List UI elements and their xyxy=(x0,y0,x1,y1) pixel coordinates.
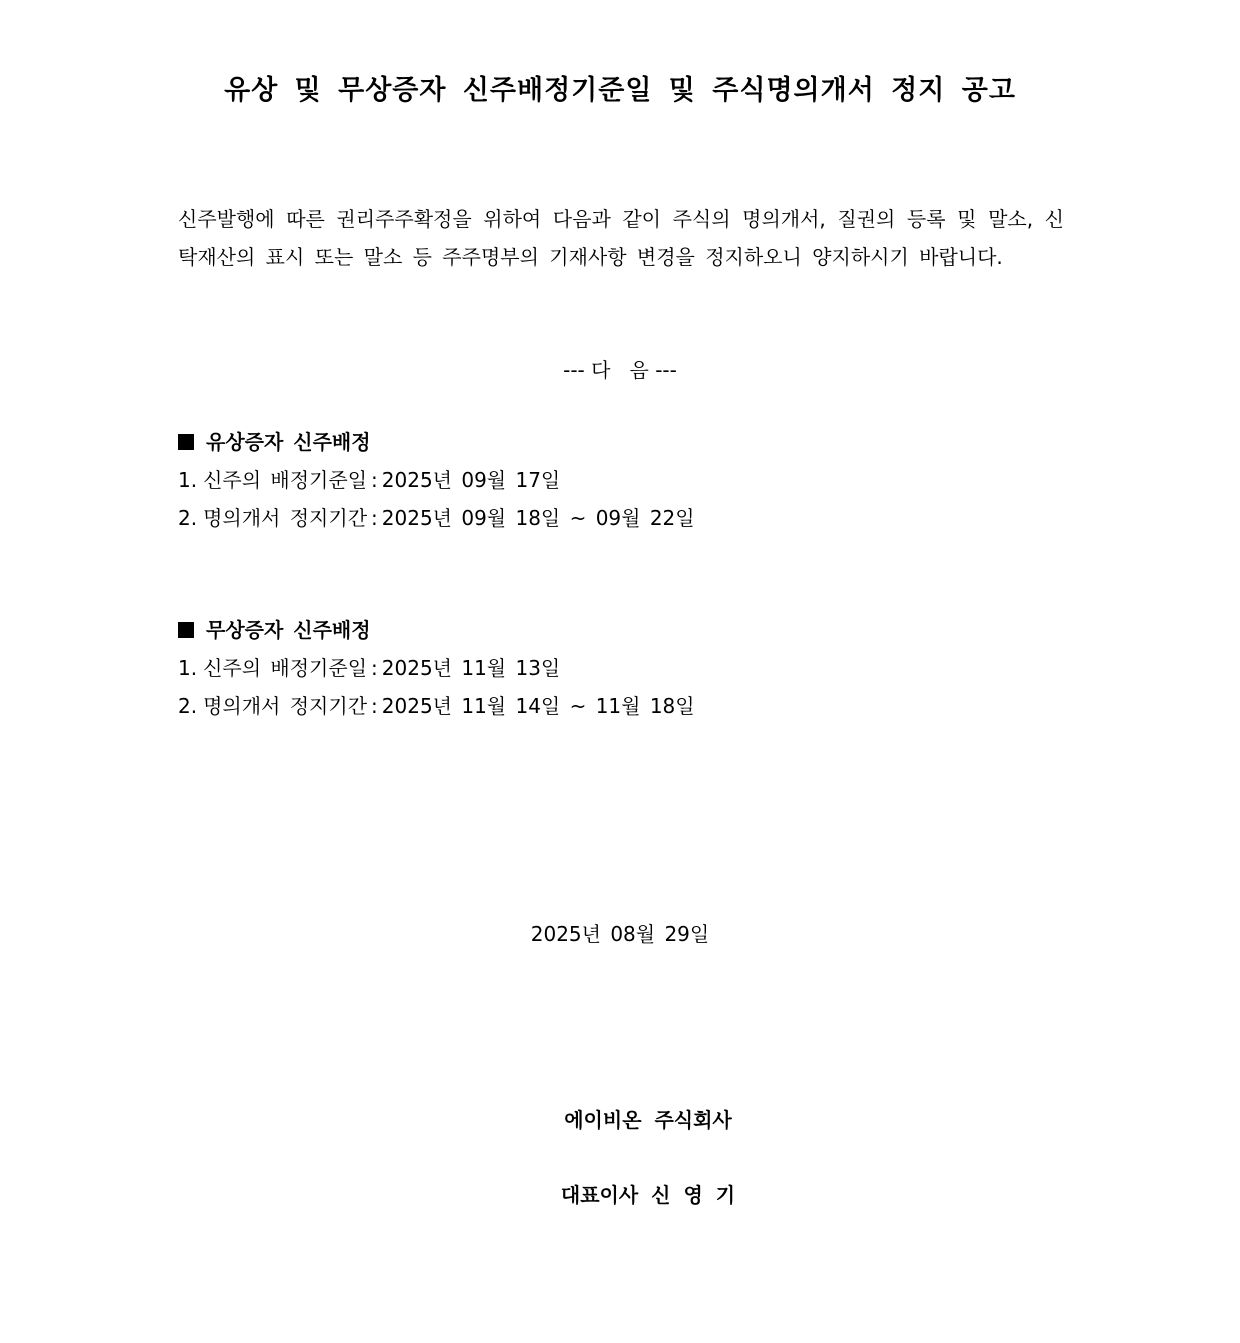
square-bullet-icon xyxy=(178,622,194,638)
section-heading xyxy=(178,424,1064,461)
item-label: 명의개서 정지기간 xyxy=(203,506,368,530)
item-separator: : xyxy=(371,656,378,680)
item-label: 신주의 배정기준일 xyxy=(203,468,368,492)
ceo-name: 대표이사 신 영 기 xyxy=(560,1183,736,1207)
item-number: 2. xyxy=(178,506,198,530)
notice-date: 2025년 08월 29일 xyxy=(530,922,710,946)
list-item xyxy=(178,499,1064,537)
bonus-issue-section xyxy=(178,612,1064,725)
section-heading xyxy=(178,612,1064,649)
item-label: 명의개서 정지기간 xyxy=(203,694,368,718)
item-value: 2025년 11월 14일 ~ 11월 18일 xyxy=(381,694,695,718)
square-bullet-icon xyxy=(178,434,194,450)
intro-paragraph: 신주발행에 따른 권리주주확정을 위하여 다음과 같이 주식의 명의개서, 질권의 등록 및 말소, 신탁재산의 표시 또는 말소 등 주주명부의 기재사항 변경을 정지하오니 양지하시기 바랍니다. xyxy=(178,207,1064,269)
paid-in-capital-increase-section xyxy=(178,424,1064,537)
company-name: 에이비온 주식회사 xyxy=(564,1108,732,1132)
list-item xyxy=(178,687,1064,725)
item-separator: : xyxy=(371,506,378,530)
section-divider: --- 다 음 --- xyxy=(563,358,677,382)
section-heading-label: 유상증자 신주배정 xyxy=(206,430,371,454)
list-item xyxy=(178,649,1064,687)
item-number: 2. xyxy=(178,694,198,718)
item-separator: : xyxy=(371,694,378,718)
item-number: 1. xyxy=(178,656,198,680)
item-separator: : xyxy=(371,468,378,492)
item-label: 신주의 배정기준일 xyxy=(203,656,368,680)
document-title: 유상 및 무상증자 신주배정기준일 및 주식명의개서 정지 공고 xyxy=(224,75,1016,106)
item-value: 2025년 09월 18일 ~ 09월 22일 xyxy=(381,506,695,530)
section-heading-label: 무상증자 신주배정 xyxy=(206,618,371,642)
item-number: 1. xyxy=(178,468,198,492)
item-value: 2025년 09월 17일 xyxy=(381,468,561,492)
list-item xyxy=(178,461,1064,499)
item-value: 2025년 11월 13일 xyxy=(381,656,561,680)
